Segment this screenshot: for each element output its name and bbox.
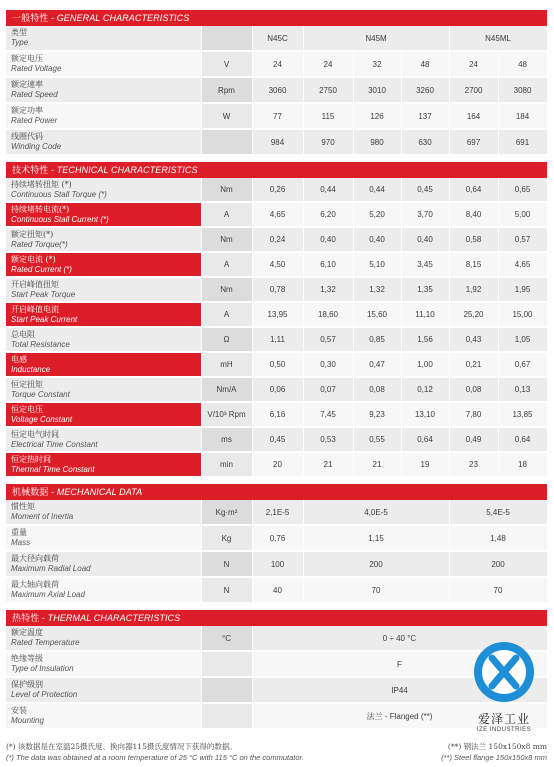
value-cell: 0,24 (252, 227, 303, 252)
row-label: 额定扭矩(*) Rated Torque(*) (6, 227, 201, 252)
table-row (6, 703, 547, 729)
table-row (6, 677, 547, 703)
value-cell: 0,67 (498, 352, 547, 377)
table-row (6, 178, 547, 202)
value-cell: 0 ÷ 40 °C (252, 626, 547, 651)
value-cell: 126 (353, 103, 401, 129)
value-cell: 1,92 (449, 277, 498, 302)
unit-cell: Ω (201, 327, 252, 352)
value-cell: 630 (401, 129, 449, 155)
value-cell: 25,20 (449, 302, 498, 327)
value-cell: 7,80 (449, 402, 498, 427)
unit-cell (201, 677, 252, 703)
value-cell: 6,10 (303, 252, 353, 277)
value-cell: 3080 (498, 77, 547, 103)
table-row (6, 202, 547, 227)
footnote-1-en: (*) The data was obtained at a room temperature of 25 °C with 115 °C on the commutator. (6, 753, 304, 762)
table-row (6, 277, 547, 302)
value-cell: 984 (252, 129, 303, 155)
datasheet (6, 10, 547, 730)
value-cell: 4,65 (498, 252, 547, 277)
value-cell: 0,44 (353, 178, 401, 202)
value-cell: 1,35 (401, 277, 449, 302)
row-label: 安装 Mounting (6, 703, 201, 729)
value-cell: 3260 (401, 77, 449, 103)
value-cell: 21 (353, 452, 401, 477)
value-cell: 24 (449, 51, 498, 77)
value-cell: 13,85 (498, 402, 547, 427)
row-label: 保护级别 Level of Protection (6, 677, 201, 703)
value-cell: 0,12 (401, 377, 449, 402)
row-label: 电感 Inductance (6, 352, 201, 377)
row-label: 恒定热时间 Thermal Time Constant (6, 452, 201, 477)
value-cell: 6,20 (303, 202, 353, 227)
value-cell: 1,11 (252, 327, 303, 352)
value-cell: 0,40 (303, 227, 353, 252)
value-cell: 970 (303, 129, 353, 155)
value-cell: 18,60 (303, 302, 353, 327)
value-cell: 0,78 (252, 277, 303, 302)
value-cell: 8,15 (449, 252, 498, 277)
value-cell: 19 (401, 452, 449, 477)
value-cell: 2750 (303, 77, 353, 103)
value-cell: 184 (498, 103, 547, 129)
table-row (6, 77, 547, 103)
value-cell: 691 (498, 129, 547, 155)
table-row (6, 626, 547, 651)
value-cell: 24 (303, 51, 353, 77)
value-cell: 4,65 (252, 202, 303, 227)
row-label: 线圈代码 Winding Code (6, 129, 201, 155)
unit-cell: °C (201, 626, 252, 651)
value-cell: 200 (449, 551, 547, 577)
unit-cell: Nm (201, 178, 252, 202)
value-cell: 0,53 (303, 427, 353, 452)
row-label: 开启峰值电流 Start Peak Current (6, 302, 201, 327)
unit-cell (201, 129, 252, 155)
value-cell: 0,45 (401, 178, 449, 202)
row-label: 开启峰值扭矩 Start Peak Torque (6, 277, 201, 302)
row-label: 额定电压 Rated Voltage (6, 51, 201, 77)
row-label: 额定功率 Rated Power (6, 103, 201, 129)
value-cell: 0,64 (498, 427, 547, 452)
table-row (6, 525, 547, 551)
value-cell: 1,05 (498, 327, 547, 352)
value-cell: 1,95 (498, 277, 547, 302)
unit-cell (201, 651, 252, 677)
value-cell: 5,00 (498, 202, 547, 227)
row-label: 恒定电气时间 Electrical Time Constant (6, 427, 201, 452)
value-cell: 2,1E-5 (252, 500, 303, 525)
model-n45ml: N45ML (449, 26, 547, 51)
value-cell: 15,60 (353, 302, 401, 327)
unit-cell: ms (201, 427, 252, 452)
value-cell: 0,58 (449, 227, 498, 252)
value-cell: 0,26 (252, 178, 303, 202)
company-logo (468, 636, 540, 741)
model-n45m: N45M (303, 26, 449, 51)
row-label: 额定温度 Rated Temperature (6, 626, 201, 651)
value-cell: 0,08 (353, 377, 401, 402)
value-cell: 697 (449, 129, 498, 155)
value-cell: 0,49 (449, 427, 498, 452)
value-cell: 0,40 (401, 227, 449, 252)
value-cell: 0,44 (303, 178, 353, 202)
footnote-1-zh: (*) 该数据是在室温25摄氏度、换向器115摄氏度情况下获得的数据。 (6, 742, 237, 751)
logo-subtext: IZE INDUSTRIES (476, 727, 532, 733)
model-n45c: N45C (252, 26, 303, 51)
table-row (6, 51, 547, 77)
value-cell: 1,48 (449, 525, 547, 551)
value-cell: 13,95 (252, 302, 303, 327)
value-cell: 48 (498, 51, 547, 77)
value-cell: 法兰 - Flanged (**) (252, 703, 547, 729)
value-cell: IP44 (252, 677, 547, 703)
unit-cell: V/10³ Rpm (201, 402, 252, 427)
table-row (6, 402, 547, 427)
row-label: 恒定扭矩 Torque Constant (6, 377, 201, 402)
value-cell: 1,00 (401, 352, 449, 377)
value-cell: 100 (252, 551, 303, 577)
value-cell: 200 (303, 551, 449, 577)
value-cell: 0,64 (449, 178, 498, 202)
row-label: 恒定电压 Voltage Constant (6, 402, 201, 427)
section-header-technical: 技术特性 - TECHNICAL CHARACTERISTICS (6, 162, 547, 178)
table-row (6, 302, 547, 327)
value-cell: 0,64 (401, 427, 449, 452)
value-cell: 3060 (252, 77, 303, 103)
value-cell: 32 (353, 51, 401, 77)
value-cell: 0,50 (252, 352, 303, 377)
value-cell: 137 (401, 103, 449, 129)
value-cell: 0,13 (498, 377, 547, 402)
table-row (6, 577, 547, 603)
value-cell: 0,21 (449, 352, 498, 377)
type-row: 类型 Type N45C N45M N45ML (6, 26, 547, 51)
value-cell: 5,10 (353, 252, 401, 277)
unit-cell: Nm (201, 277, 252, 302)
value-cell: 0,57 (498, 227, 547, 252)
unit-cell: A (201, 302, 252, 327)
value-cell: 18 (498, 452, 547, 477)
unit-cell: V (201, 51, 252, 77)
table-row (6, 327, 547, 352)
unit-cell: Kg (201, 525, 252, 551)
value-cell: 980 (353, 129, 401, 155)
value-cell: 3,45 (401, 252, 449, 277)
unit-cell: N (201, 551, 252, 577)
value-cell: 0,30 (303, 352, 353, 377)
logo-mark-icon (468, 636, 540, 708)
section-header-general: 一般特性 - GENERAL CHARACTERISTICS (6, 10, 547, 26)
value-cell: 2700 (449, 77, 498, 103)
value-cell: 20 (252, 452, 303, 477)
row-label: 持续堵转电流(*) Continuous Stall Current (*) (6, 202, 201, 227)
unit-cell: mH (201, 352, 252, 377)
unit-cell: Nm (201, 227, 252, 252)
table-row (6, 551, 547, 577)
value-cell: 23 (449, 452, 498, 477)
unit-cell: min (201, 452, 252, 477)
value-cell: 1,32 (303, 277, 353, 302)
value-cell: 0,55 (353, 427, 401, 452)
unit-cell: Kg·m² (201, 500, 252, 525)
table-row (6, 500, 547, 525)
value-cell: 15,00 (498, 302, 547, 327)
logo-text: 爱泽工业 (477, 712, 530, 726)
value-cell: 77 (252, 103, 303, 129)
section-header-thermal: 热特性 - THERMAL CHARACTERISTICS (6, 610, 547, 626)
row-label: 重量 Mass (6, 525, 201, 551)
row-label: 额定速率 Rated Speed (6, 77, 201, 103)
footnote-2-zh: (**) 钢法兰 150x150x8 mm (447, 742, 547, 751)
value-cell: 0,65 (498, 178, 547, 202)
table-row (6, 651, 547, 677)
row-label: 持续堵转扭矩 (*) Continuous Stall Torque (*) (6, 178, 201, 202)
value-cell: 9,23 (353, 402, 401, 427)
technical-table (6, 178, 548, 478)
value-cell: 0,47 (353, 352, 401, 377)
mechanical-table (6, 500, 548, 604)
value-cell: 6,16 (252, 402, 303, 427)
value-cell: 11,10 (401, 302, 449, 327)
unit-cell: N (201, 577, 252, 603)
value-cell: 7,45 (303, 402, 353, 427)
table-row (6, 103, 547, 129)
value-cell: 24 (252, 51, 303, 77)
value-cell: 13,10 (401, 402, 449, 427)
value-cell: 40 (252, 577, 303, 603)
value-cell: 48 (401, 51, 449, 77)
thermal-table (6, 626, 548, 730)
unit-cell: W (201, 103, 252, 129)
row-label: 绝缘等级 Type of Insulation (6, 651, 201, 677)
value-cell: 1,15 (303, 525, 449, 551)
value-cell: 1,32 (353, 277, 401, 302)
value-cell: 3010 (353, 77, 401, 103)
value-cell: 5,20 (353, 202, 401, 227)
value-cell: 4,50 (252, 252, 303, 277)
value-cell: 70 (449, 577, 547, 603)
value-cell: 3,70 (401, 202, 449, 227)
row-label: 最大轴向载荷 Maximum Axial Load (6, 577, 201, 603)
value-cell: 5,4E-5 (449, 500, 547, 525)
value-cell: 164 (449, 103, 498, 129)
value-cell: 70 (303, 577, 449, 603)
table-row (6, 377, 547, 402)
value-cell: 1,56 (401, 327, 449, 352)
row-label: 惯性矩 Moment of Inertia (6, 500, 201, 525)
unit-cell: Rpm (201, 77, 252, 103)
value-cell: 4,0E-5 (303, 500, 449, 525)
table-row (6, 352, 547, 377)
value-cell: 0,57 (303, 327, 353, 352)
unit-cell: Nm/A (201, 377, 252, 402)
table-row (6, 227, 547, 252)
value-cell: 0,08 (449, 377, 498, 402)
general-table (6, 26, 548, 156)
row-label: 总电阻 Total Resistance (6, 327, 201, 352)
table-row (6, 252, 547, 277)
unit-cell: A (201, 252, 252, 277)
value-cell: 8,40 (449, 202, 498, 227)
value-cell: 21 (303, 452, 353, 477)
footnote-2-en: (**) Steel flange 150x150x8 mm (441, 753, 547, 762)
value-cell: 0,40 (353, 227, 401, 252)
value-cell: F (252, 651, 547, 677)
table-row (6, 129, 547, 155)
value-cell: 0,43 (449, 327, 498, 352)
table-row (6, 452, 547, 477)
row-label: 最大径向载荷 Maximum Radial Load (6, 551, 201, 577)
value-cell: 0,85 (353, 327, 401, 352)
unit-cell (201, 703, 252, 729)
value-cell: 0,45 (252, 427, 303, 452)
table-row (6, 427, 547, 452)
value-cell: 115 (303, 103, 353, 129)
unit-cell: A (201, 202, 252, 227)
row-label: 额定电流 (*) Rated Current (*) (6, 252, 201, 277)
value-cell: 0,06 (252, 377, 303, 402)
value-cell: 0,07 (303, 377, 353, 402)
value-cell: 0,76 (252, 525, 303, 551)
section-header-mechanical: 机械数据 - MECHANICAL DATA (6, 484, 547, 500)
